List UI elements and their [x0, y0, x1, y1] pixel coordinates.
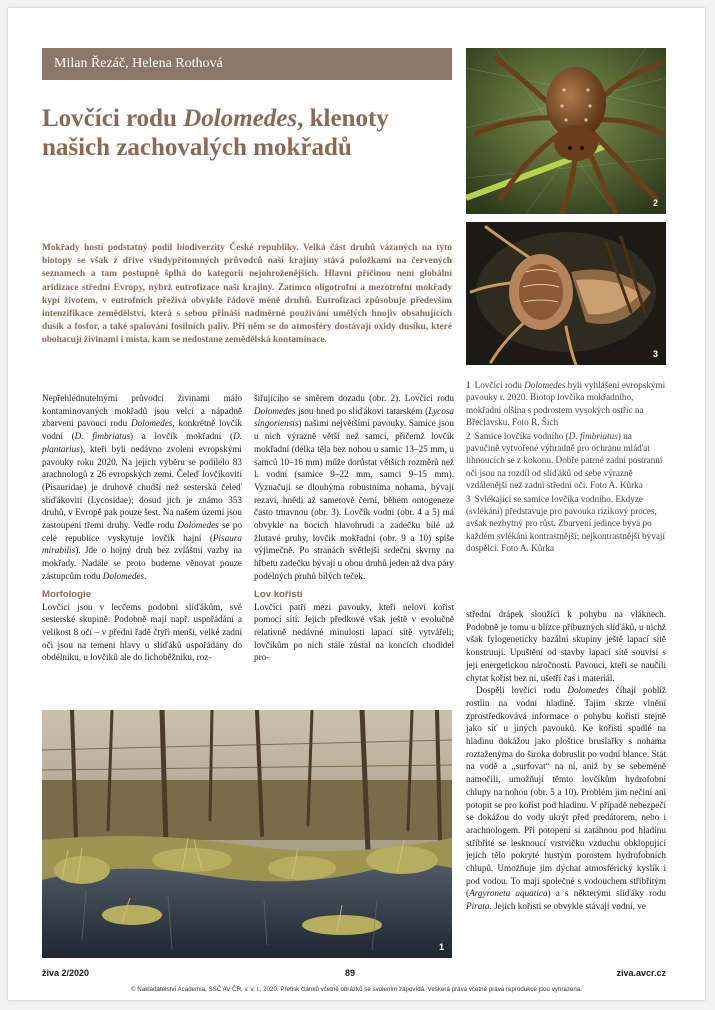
col1-paragraph-2: Lovčíci jsou v lecčems podobní slíďákům, své sesterské skupině. Podobně mají např. uspořádání a velikost 8 očí – v přední řadě čtyři menší, velké zadní oči jsou na temeni hlavy u slíďáků uspořádány do obdélníku, u lovčíků ale do lichoběžníku, roz- [42, 601, 242, 663]
photo-number-1: 1 [438, 942, 444, 952]
molting-spider-image [466, 222, 666, 365]
text-column-2 [254, 392, 454, 664]
text-column-3 [466, 608, 666, 913]
text-run: . Jejich kořistí se obvykle stávají vodní, ve [489, 901, 646, 912]
text-run: Samice lovčíka vodního ( [474, 430, 569, 441]
text-run: ) našimi největšími pavouky. Samice jsou u nich výrazně větší než samci, přičemž lovčík mokřadní (délka těla bez nohou u samic 13–25 mm, u samců 10–16 mm) může dorůstat větších rozměrů než l. vodní (samice 9–22 mm, samci 9–15 mm). Vyznačují se dlouhýma robustníma nohama, bývají rezaví, hnědí až sametově černí, během ontogeneze často tmavnou (obr. 3). Lovčík vodní (obr. 4 a 5) má obvykle na bocích hlavohrudi a zadečku bílé až žlutavé pruhy, lovčík mokřadní (obr. 9 a 10) spíše výjimečně. Po stranách světlejší srdeční skvrny na hřbetu zadečku bývají u obou druhů jeden až dva páry podélných pruhů bílých teček. [254, 418, 454, 581]
italic-run: Pirata [466, 901, 490, 912]
text-run: Svlékající se samice lovčíka vodního. Ekdyze (svlékání) představuje pro pavouka rizikový proces, avšak nezbytný pro růst. Zbarvení jedince bývá po každém svlékání kontrastnější; nejkontrastnější bývají dospělci. Foto A. Kůrka [466, 493, 666, 554]
caption-number: 1 [466, 380, 471, 390]
caption-1 [466, 379, 666, 429]
italic-run: Lycosa singoriensis [254, 405, 454, 429]
text-run: Nepřehlédnutelnými průvodci živinami málo kontaminovaných mokřadů jsou velcí a nápadně zbarvení pavouci rodu [42, 393, 242, 429]
italic-run: D. fimbriatus [568, 430, 618, 441]
title-genus: Dolomedes [183, 105, 298, 132]
italic-run: Dolomedes [177, 520, 219, 531]
caption-number: 2 [466, 430, 471, 441]
photo-molting-spider [466, 222, 666, 365]
col3-paragraph-1: střední drápek sloužící k pohybu na vláknech. Podobně je tomu u blízce příbuzných slíďáků, u nichž však fylogeneticky bazální skupiny ještě lapací sítě konstruují. Upuštění od stavby lapací sítě souvisí s její energetickou náročností. Pavouci, kteří se naučili chytat kořist bez ní, ušetří čas i materiál. [466, 609, 666, 683]
article-title [42, 104, 452, 162]
text-run: Dospělí lovčíci rodu [476, 685, 568, 696]
spider-web-image [466, 48, 666, 214]
title-start: Lovčíci rodu [42, 105, 184, 132]
text-run: šiřujícího se směrem dozadu (obr. 2). Lovčíci rodu [254, 393, 454, 403]
journal-page [8, 8, 705, 1000]
photo-wetland-habitat [42, 710, 452, 958]
italic-run: D. plantarius [42, 431, 242, 454]
italic-run: Pisaura mirabilis [42, 532, 242, 556]
wetland-image [42, 710, 452, 958]
text-run: ), kteří byli nedávno zvoleni evropskými pavouky roku 2020. Na jejich výběru se podílelo 83 arachnologů z 26 evropských zemí. Čeleď lovčíkovití (Pisauridae) je druhově chudší než sesterská čeleď slíďákovití (Lycosidae); dosud jich je známo 353 druhů, v Evropě pak pouze šest. Na našem území jsou zastoupeni třemi druhy. Vedle rodu [42, 443, 242, 531]
italic-run: Dolomedes [254, 405, 296, 416]
caption-2 [466, 430, 666, 492]
italic-run: Dolomedes [567, 685, 609, 696]
section-heading-prey-hunting: Lov kořisti [254, 588, 303, 600]
journal-website: ziva.avcr.cz [616, 968, 666, 978]
text-run: . [144, 570, 147, 581]
text-column-1 [42, 392, 242, 664]
text-run: ) a s některými slíďáky rodu [547, 888, 667, 899]
copyright-notice: © Nakladatelství Academia, SSČ AV ČR, v. v. i., 2020. Přetisk článků včetně obrázků se svolením zapovídá. Veškerá práva včetně práva reprodukce jsou vyhrazena. [131, 986, 582, 993]
text-run: číhají poblíž rostlin na vodní hladině. Tajím skrze vlnění zprostředkovává informace o pohybu kořisti stejně jako síť u jiných pavouků. Ke kořisti spadlé na hladinu dokážou jako ploštice bruslařky s nohama roztaženýma do široka dobruslit po vodní blance. Stát na vodě a „surfovat“ na ní, aniž by se sebeméně namočili, umožňují těmto lovčíkům hydrofobní chlupy na nohou (obr. 5 a 10). Problém jim nečiní ani potopit se pro kořist pod hladinu. V případě nebezpečí se dokážou do vody ukrýt před predátorem, nebo i arachnologem. Při potopení si zatáhnou pod hladinu stříbřité se lesknoucí vrstvičku vzduchu obklopující jejich tělo pokryté hustým porostem hydrofobních chlupů. Umožňuje jim dýchat atmosférický kyslík i pod vodou. To mají společné s vodouchem stříbřitým ( [466, 685, 666, 899]
caption-number: 3 [466, 493, 471, 504]
authors: Milan Řezáč, Helena Rothová [54, 56, 223, 71]
italic-run: Argyroneta aquatica [469, 888, 548, 899]
col1-paragraph-1 [42, 392, 242, 583]
text-run: , konkrétně lovčík vodní ( [42, 418, 242, 442]
italic-run: D. fimbriatus [74, 431, 131, 442]
text-run: ) na pavučině vytvořené výhradně pro ochranu mláďat líhnoucích se z kokonu. Dobře patrné zadní postranní oči jsou na rozdíl od slíďáků od sebe výrazně vzdálenější než zadní střední oči. Foto A. Kůrka [466, 430, 663, 491]
page-number: 89 [345, 968, 356, 978]
col2-paragraph-1 [254, 392, 454, 583]
text-run: byli vyhlášeni evropskými pavouky r. 2020. Biotop lovčíka mokřadního, mokřadní olšina s podrostem vysokých ostřic na Břeclavsku. Foto R. Šich [466, 380, 666, 428]
journal-issue: živa 2/2020 [42, 968, 90, 978]
title-end: , klenoty našich zachovalých mokřadů [42, 105, 389, 161]
page-footer [42, 968, 666, 982]
section-heading-morphology: Morfologie [42, 588, 92, 600]
photo-number-3: 3 [652, 349, 658, 359]
text-run: ). Jde o hojný druh bez zvláštní vazby na mokřady. Nadále se proto budeme věnovat pouze zástupcům rodu [42, 545, 242, 581]
text-run: ) a lovčík mokřadní ( [130, 431, 234, 442]
italic-run: Dolomedes [102, 570, 145, 581]
text-run: Lovčíci rodu [474, 380, 525, 390]
authors-band [42, 48, 452, 80]
article-lead: Mokřady hostí podstatný podíl biodiverzity České republiky. Velká část druhů vázaných na tyto biotopy se však z dříve všudypřítomných průvodců naší krajiny stává položkami na červených seznamech a tam postupně šplhá do kategorií nejohroženějších. Hlavní příčinou není globální aridizace střední Evropy, nýbrž eutrofizace naší krajiny. Zatímco oligotrofní a mezotrofní mokřady kypí životem, v eutrofních přežívá obvykle řádově méně druhů. Eutrofizaci způsobuje především intenzifikace zemědělství, která s sebou přináší nadměrné používání umělých hnojiv obsahujících dusík a fosfor, a také spalování fosilních paliv. Při něm se do atmosféry dostávají oxidy dusíku, které obohacují živinami i místa, kam se nedostane zemědělská kontaminace. [42, 243, 452, 346]
col2-paragraph-2: Lovčíci patří mezi pavouky, kteří neloví kořist pomocí sítí. Jejich předkové však ještě v evolučně relativně nedávné minulosti lapací sítě vytvářeli; lovčíkům po nich stále zůstal na koncích chodidel pro- [254, 601, 454, 663]
photo-number-2: 2 [652, 198, 658, 208]
figure-captions [466, 379, 666, 556]
photo-spider-on-web [466, 48, 666, 214]
caption-3 [466, 493, 666, 555]
text-run: jsou hned po slíďákovi tatarském ( [295, 405, 429, 416]
col3-paragraph-2 [466, 684, 666, 913]
text-run: se po celé republice vyskytuje lovčík hajní ( [42, 520, 243, 543]
italic-run: Dolomedes [131, 418, 173, 429]
italic-run: Dolomedes [524, 380, 566, 390]
